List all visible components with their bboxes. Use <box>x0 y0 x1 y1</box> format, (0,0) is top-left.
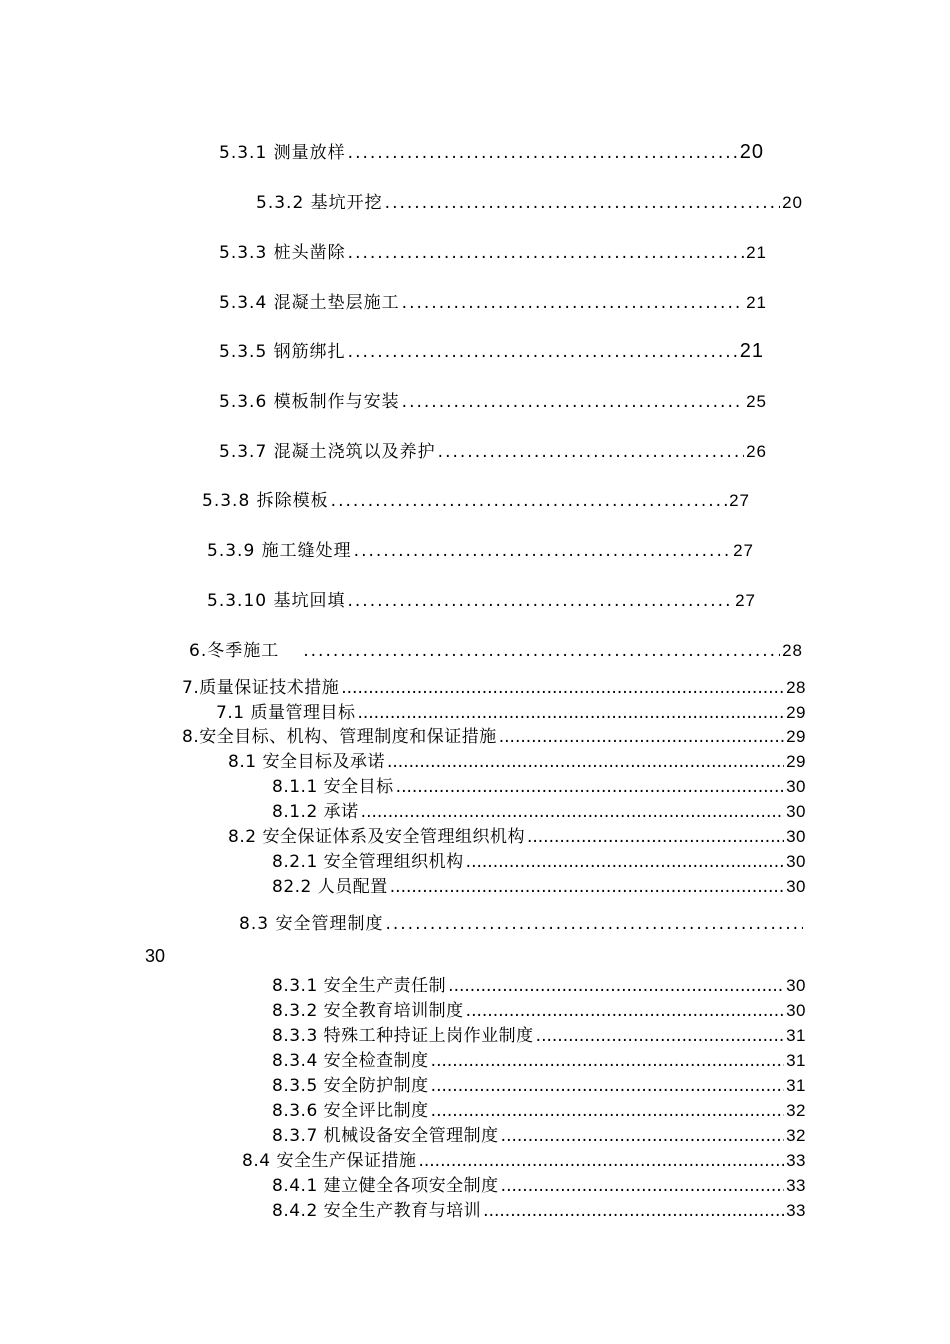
toc-entry-label: 5.3.3 桩头凿除 <box>219 243 346 263</box>
toc-entry[interactable] <box>219 288 767 313</box>
toc-dot-leader <box>341 678 784 698</box>
toc-entry-label: 5.3.8 拆除模板 <box>202 491 329 511</box>
toc-dot-leader <box>527 827 784 847</box>
toc-dot-leader <box>431 1101 784 1121</box>
toc-dot-leader <box>438 442 744 462</box>
toc-dot-leader <box>385 914 803 934</box>
toc-page-number: 30 <box>786 877 806 896</box>
toc-page-number: 29 <box>786 727 806 746</box>
toc-entry[interactable] <box>272 1021 806 1046</box>
toc-entry[interactable] <box>272 1196 806 1221</box>
toc-entry-label: 6.冬季施工 <box>189 641 280 661</box>
toc-dot-leader <box>402 392 744 412</box>
toc-entry[interactable] <box>272 1046 806 1071</box>
toc-page-number: 32 <box>786 1101 806 1120</box>
toc-entry[interactable] <box>228 822 806 847</box>
toc-entry[interactable] <box>219 337 764 363</box>
toc-page-number: 29 <box>786 752 806 771</box>
toc-entry-label: 8.3.7 机械设备安全管理制度 <box>272 1126 499 1146</box>
toc-dot-leader <box>501 1126 784 1146</box>
toc-entry-label: 8.1.1 安全目标 <box>272 777 394 797</box>
toc-page-number: 27 <box>735 591 756 610</box>
toc-entry[interactable] <box>207 586 756 611</box>
toc-entry-label: 5.3.6 模板制作与安装 <box>219 392 400 412</box>
toc-dot-leader <box>418 1151 784 1171</box>
toc-entry-label: 5.3.4 混凝土垫层施工 <box>219 293 400 313</box>
toc-dot-leader <box>483 1201 784 1221</box>
toc-page-number: 21 <box>746 293 767 312</box>
toc-page-number: 31 <box>786 1026 806 1045</box>
toc-entry[interactable] <box>219 138 764 164</box>
toc-page-number: 28 <box>786 678 806 697</box>
toc-entry-label: 8.2 安全保证体系及安全管理组织机构 <box>228 827 525 847</box>
toc-entry-label: 8.3.5 安全防护制度 <box>272 1076 429 1096</box>
toc-entry-label: 8.1 安全目标及承诺 <box>228 752 385 772</box>
toc-entry-label: 82.2 人员配置 <box>272 877 388 897</box>
toc-page-number: 33 <box>786 1201 806 1220</box>
toc-page-number: 21 <box>739 340 764 362</box>
toc-entry[interactable] <box>182 673 806 698</box>
toc-page-number: 30 <box>786 827 806 846</box>
toc-dot-leader <box>396 777 784 797</box>
toc-dot-leader <box>431 1076 784 1096</box>
toc-entry-label: 5.3.5 钢筋绑扎 <box>219 342 346 362</box>
toc-page-number: 26 <box>746 442 767 461</box>
toc-dot-leader <box>348 243 744 263</box>
toc-page-number: 30 <box>786 777 806 796</box>
toc-page-number: 30 <box>786 1001 806 1020</box>
toc-entry-label: 8.4.2 安全生产教育与培训 <box>272 1201 482 1221</box>
toc-page-number: 30 <box>786 976 806 995</box>
toc-entry[interactable] <box>272 1121 806 1146</box>
toc-entry-label: 5.3.7 混凝土浇筑以及养护 <box>219 442 436 462</box>
toc-dot-leader <box>466 1001 784 1021</box>
toc-dot-leader <box>348 143 738 163</box>
toc-dot-leader <box>448 976 784 996</box>
toc-dot-leader <box>361 802 784 822</box>
toc-page-number: 28 <box>782 641 803 660</box>
toc-entry[interactable] <box>228 747 806 772</box>
toc-entry-label: 8.4.1 建立健全各项安全制度 <box>272 1176 499 1196</box>
toc-entry[interactable] <box>202 486 750 511</box>
toc-entry-label: 8.3.3 特殊工种持证上岗作业制度 <box>272 1026 534 1046</box>
toc-entry[interactable] <box>272 996 806 1021</box>
toc-dot-leader <box>331 491 727 511</box>
toc-dot-leader <box>431 1051 784 1071</box>
toc-entry[interactable] <box>256 188 803 213</box>
toc-entry[interactable] <box>272 1071 806 1096</box>
toc-dot-leader <box>354 541 731 561</box>
toc-entry[interactable] <box>272 772 806 797</box>
toc-page-number: 33 <box>786 1176 806 1195</box>
toc-page-number: 29 <box>786 703 806 722</box>
toc-page-number: 27 <box>729 491 750 510</box>
toc-entry-label: 5.3.9 施工缝处理 <box>207 541 352 561</box>
toc-dot-leader <box>390 877 784 897</box>
toc-page-number: 25 <box>746 392 767 411</box>
toc-entry-label: 8.3.1 安全生产责任制 <box>272 976 447 996</box>
toc-page-number: 21 <box>746 243 767 262</box>
toc-entry-label: 8.1.2 承诺 <box>272 802 359 822</box>
toc-page-number: 30 <box>786 852 806 871</box>
toc-entry-label: 8.安全目标、机构、管理制度和保证措施 <box>182 727 497 747</box>
toc-entry-label: 7.质量保证技术措施 <box>182 678 340 698</box>
toc-entry[interactable] <box>216 698 806 723</box>
toc-entry[interactable] <box>272 971 806 996</box>
toc-page-number: 20 <box>739 141 764 163</box>
toc-page-number: 33 <box>786 1151 806 1170</box>
toc-dot-leader <box>387 752 784 772</box>
toc-page-number: 20 <box>782 193 803 212</box>
toc-entry-label: 5.3.2 基坑开挖 <box>256 193 383 213</box>
toc-entry-label: 8.4 安全生产保证措施 <box>242 1151 417 1171</box>
toc-entry[interactable] <box>219 387 767 412</box>
toc-entry[interactable] <box>189 636 803 661</box>
toc-entry[interactable] <box>207 536 754 561</box>
toc-page-number: 31 <box>786 1051 806 1070</box>
toc-entry-label: 8.3.2 安全教育培训制度 <box>272 1001 464 1021</box>
toc-dot-leader <box>402 293 744 313</box>
toc-dot-leader <box>385 193 780 213</box>
toc-dot-leader <box>466 852 784 872</box>
toc-page-number: 31 <box>786 1076 806 1095</box>
toc-entry-label: 8.3.4 安全检查制度 <box>272 1051 429 1071</box>
toc-entry-label: 5.3.10 基坑回填 <box>207 591 346 611</box>
toc-entry[interactable] <box>182 722 806 747</box>
toc-dot-leader <box>347 591 733 611</box>
toc-entry-label: 7.1 质量管理目标 <box>216 703 356 723</box>
toc-entry-label: 8.2.1 安全管理组织机构 <box>272 852 464 872</box>
toc-dot-leader <box>348 342 738 362</box>
toc-entry[interactable] <box>219 238 767 263</box>
toc-page-number: 30 <box>786 802 806 821</box>
toc-page-number: 30 <box>145 946 166 966</box>
toc-dot-leader <box>536 1026 784 1046</box>
toc-entry-label: 8.3.6 安全评比制度 <box>272 1101 429 1121</box>
toc-entry[interactable] <box>272 1171 806 1196</box>
toc-page-number: 32 <box>786 1126 806 1145</box>
toc-dot-leader <box>303 641 780 661</box>
toc-dot-leader <box>357 703 784 723</box>
toc-entry-label: 5.3.1 测量放样 <box>219 143 346 163</box>
toc-entry[interactable] <box>219 437 767 462</box>
toc-entry[interactable] <box>272 1096 806 1121</box>
toc-entry[interactable] <box>239 909 805 934</box>
toc-entry[interactable] <box>272 797 806 822</box>
toc-entry[interactable] <box>272 847 806 872</box>
toc-dot-leader <box>501 1176 784 1196</box>
toc-dot-leader <box>499 727 784 747</box>
toc-entry[interactable] <box>242 1146 806 1171</box>
toc-page-number: 27 <box>733 541 754 560</box>
toc-entry[interactable] <box>272 872 806 897</box>
toc-entry-label: 8.3 安全管理制度 <box>239 914 384 934</box>
